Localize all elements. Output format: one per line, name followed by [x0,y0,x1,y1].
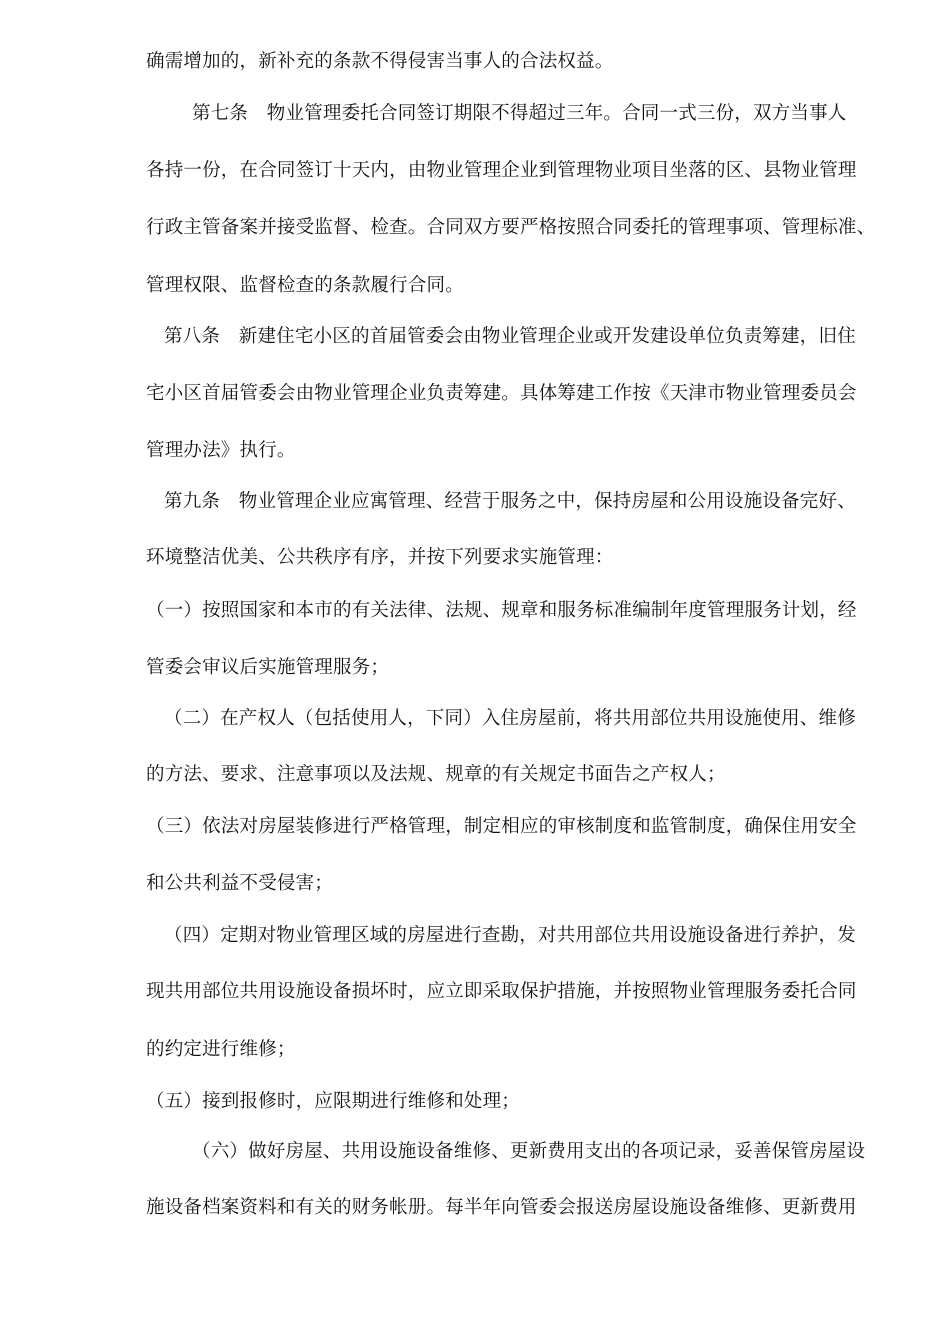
text-line: （一）按照国家和本市的有关法律、法规、规章和服务标准编制年度管理服务计划，经 [146,600,857,621]
text-line: 环境整洁优美、公共秩序有序，并按下列要求实施管理： [146,547,614,568]
text-line: （六）做好房屋、共用设施设备维修、更新费用支出的各项记录，妥善保管房屋设 [192,1141,866,1162]
text-line: 和公共利益不受侵害； [146,873,334,894]
text-line: （二）在产权人（包括使用人，下同）入住房屋前，将共用部位共用设施使用、维修 [164,708,856,729]
text-line: （四）定期对物业管理区域的房屋进行查勘，对共用部位共用设施设备进行养护，发 [164,925,856,946]
text-line: 确需增加的，新补充的条款不得侵害当事人的合法权益。 [146,51,614,72]
text-line: 第七条 物业管理委托合同签订期限不得超过三年。合同一式三份，双方当事人 [192,103,847,124]
text-line: 的约定进行维修； [146,1039,296,1060]
text-line: （三）依法对房屋装修进行严格管理，制定相应的审核制度和监管制度，确保住用安全 [146,816,857,837]
text-line: 施设备档案资料和有关的财务帐册。每半年向管委会报送房屋设施设备维修、更新费用 [146,1197,857,1218]
text-line: （五）接到报修时，应限期进行维修和处理； [146,1091,521,1112]
text-line: 管理权限、监督检查的条款履行合同。 [146,275,464,296]
text-line: 管理办法》执行。 [146,440,296,461]
text-line: 宅小区首届管委会由物业管理企业负责筹建。具体筹建工作按《天津市物业管理委员会 [146,383,857,404]
text-line: 现共用部位共用设施设备损坏时，应立即采取保护措施，并按照物业管理服务委托合同 [146,981,857,1002]
text-line: 行政主管备案并接受监督、检查。合同双方要严格按照合同委托的管理事项、管理标准、 [146,217,876,238]
text-line: 的方法、要求、注意事项以及法规、规章的有关规定书面告之产权人； [146,764,726,785]
text-line: 第八条 新建住宅小区的首届管委会由物业管理企业或开发建设单位负责筹建，旧住 [164,326,856,347]
text-line: 第九条 物业管理企业应寓管理、经营于服务之中，保持房屋和公用设施设备完好、 [164,491,856,512]
text-line: 各持一份，在合同签订十天内，由物业管理企业到管理物业项目坐落的区、县物业管理 [146,160,857,181]
text-line: 管委会审议后实施管理服务； [146,657,390,678]
